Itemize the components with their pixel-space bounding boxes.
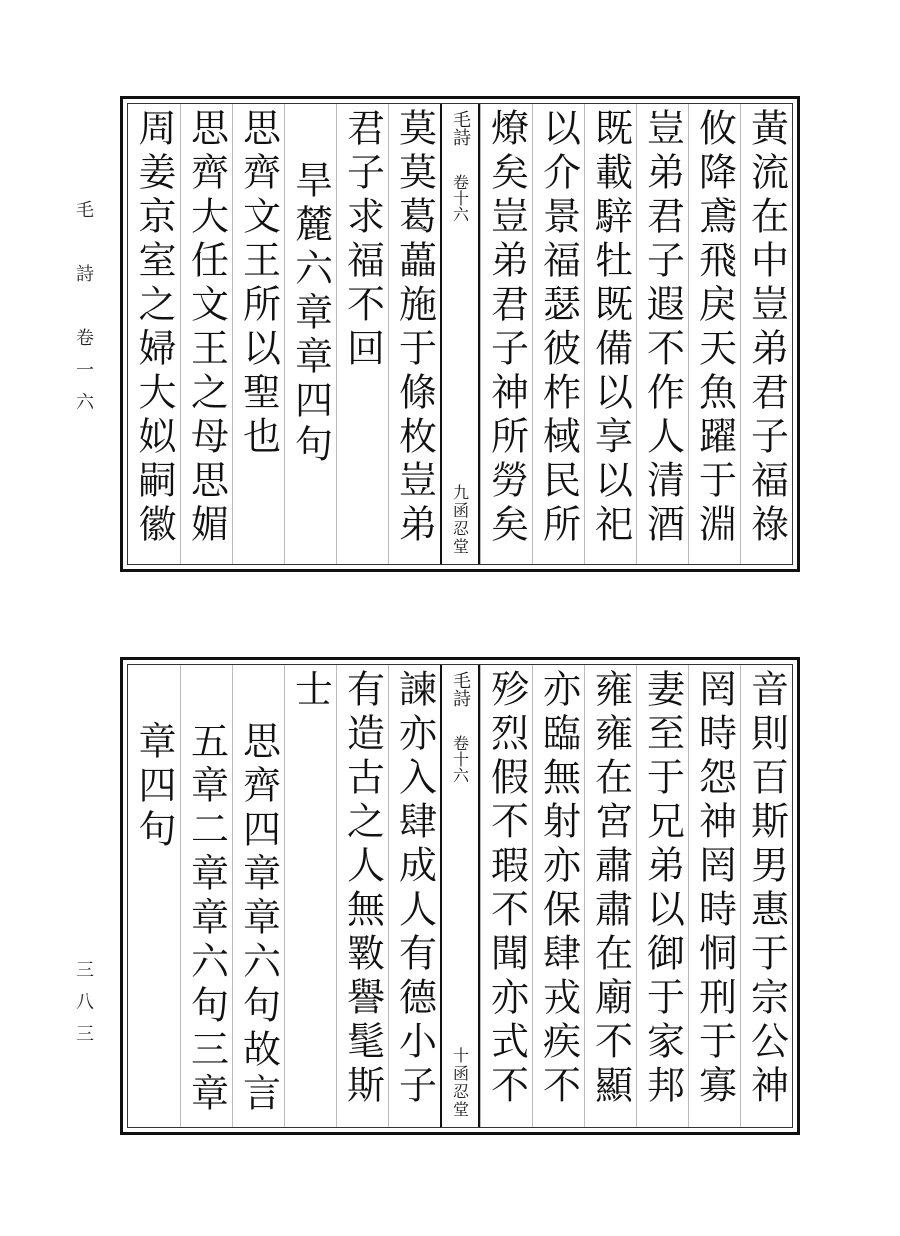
text-column: 罔時怨神罔時恫刑于寡 (688, 665, 740, 1127)
text-column: 五章二章章六句三章 (180, 665, 232, 1127)
text-column: 士 (284, 665, 336, 1127)
bottom-inner-border (127, 664, 793, 1128)
gutter-book-title: 毛詩 (450, 671, 471, 707)
center-gutter (440, 665, 480, 1127)
text-column: 思齊四章章六句故言 (232, 665, 284, 1127)
gutter-studio: 函忍堂 (450, 502, 470, 556)
text-column: 音則百斯男惠于宗公神 (740, 665, 792, 1127)
gutter-studio: 函忍堂 (450, 1065, 470, 1119)
text-column: 諫亦入肆成人有德小子 (388, 665, 440, 1127)
top-text-block (120, 96, 800, 572)
book-title-margin: 毛 詩 卷一六 (73, 200, 94, 424)
text-column: 豈弟君子遐不作人清酒 (636, 104, 688, 564)
gutter-volume: 卷十六 (450, 735, 470, 783)
gutter-folio: 十 (450, 1047, 470, 1065)
text-column: 黃流在中豈弟君子福祿 (740, 104, 792, 564)
text-column: 雍雍在宮肅肅在廟不顯 (584, 665, 636, 1127)
gutter-folio-studio (442, 484, 478, 556)
text-column: 君子求福不回 (336, 104, 388, 564)
text-column: 殄烈假不瑕不聞亦式不 (480, 665, 532, 1127)
text-column: 旱麓六章章四句 (284, 104, 336, 564)
text-column: 以介景福瑟彼柞棫民所 (532, 104, 584, 564)
text-column: 既載騂牡既備以享以祀 (584, 104, 636, 564)
center-gutter (440, 104, 480, 564)
gutter-folio-studio (442, 1047, 478, 1119)
text-column: 燎矣豈弟君子神所勞矣 (480, 104, 532, 564)
text-column: 思齊文王所以聖也 (232, 104, 284, 564)
gutter-volume: 卷十六 (450, 174, 470, 222)
text-column: 莫莫葛藟施于條枚豈弟 (388, 104, 440, 564)
gutter-book-title: 毛詩 (450, 110, 471, 146)
text-column: 有造古之人無斁譽髦斯 (336, 665, 388, 1127)
text-column: 章四句 (132, 721, 176, 853)
text-column: 亦臨無射亦保肆戎疾不 (532, 665, 584, 1127)
text-column: 周姜京室之婦大姒嗣徽 (132, 108, 176, 548)
top-inner-border (127, 103, 793, 565)
bottom-text-block (120, 657, 800, 1135)
text-column: 攸降鳶飛戾天魚躍于淵 (688, 104, 740, 564)
gutter-folio: 九 (450, 484, 470, 502)
page-number-margin: 三八三 (73, 960, 94, 1056)
text-column: 思齊大任文王之母思媚 (180, 104, 232, 564)
text-column: 妻至于兄弟以御于家邦 (636, 665, 688, 1127)
